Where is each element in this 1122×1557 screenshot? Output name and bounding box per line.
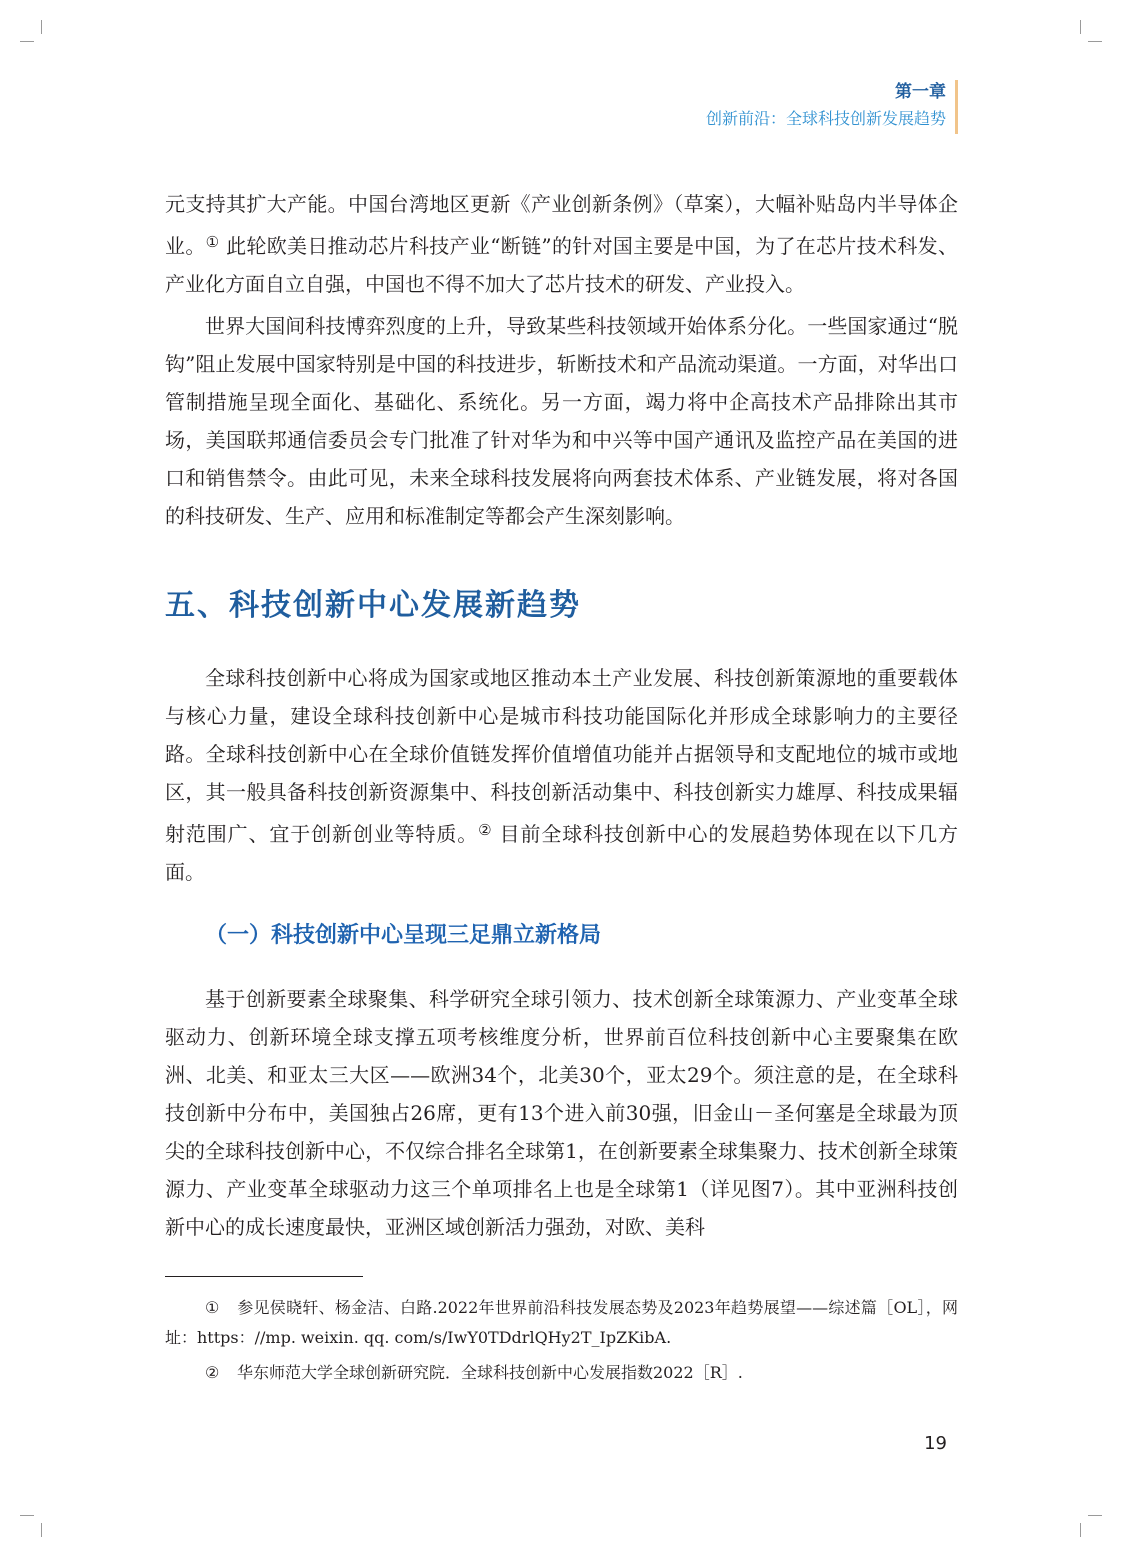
footnote-ref-1[interactable]: ① (205, 233, 220, 251)
crop-mark (1088, 1515, 1102, 1516)
crop-mark (41, 1523, 42, 1537)
subsection-heading: （一）科技创新中心呈现三足鼎立新格局 (205, 923, 602, 948)
footnote-divider (165, 1276, 363, 1277)
footnote-text: 华东师范大学全球创新研究院．全球科技创新中心发展指数2022［R］. (237, 1363, 743, 1382)
paragraph: 世界大国间科技博弈烈度的上升，导致某些科技领域开始体系分化。一些国家通过“脱钩”阻止发展中国家特别是中国的科技进步，斩断技术和产品流动渠道。一方面，对华出口管制措施呈现全面化、基础化、系统化。另一方面，竭力将中企高技术产品排除出其市场，美国联邦通信委员会专门批准了针对华为和中兴等中国产通讯及监控产品在美国的进口和销售禁令。由此可见，未来全球科技发展将向两套技术体系、产业链发展，将对各国的科技研发、生产、应用和标准制定等都会产生深刻影响。 (165, 314, 958, 528)
paragraph (165, 659, 958, 891)
crop-mark (1080, 1523, 1081, 1537)
footnote-ref-2[interactable]: ② (478, 821, 493, 839)
section-heading: 五、科技创新中心发展新趋势 (165, 588, 581, 623)
running-head (706, 80, 946, 132)
footnote-2 (165, 1358, 958, 1388)
chapter-title: 创新前沿：全球科技创新发展趋势 (705, 109, 946, 128)
crop-mark (41, 20, 42, 34)
paragraph-text: 目前全球科技创新中心的发展趋势体现在以下几方面。 (165, 822, 959, 884)
crop-mark (1080, 20, 1081, 34)
footnote-text: 参见侯晓轩、杨金洁、白路.2022年世界前沿科技发展态势及2023年趋势展望——综述篇［OL］，网址：https：//mp. weixin. qq. com/s/IwY0TDdrlQHy2T_IpZKibA. (165, 1298, 958, 1347)
crop-mark (20, 1515, 34, 1516)
paragraph: 基于创新要素全球聚集、科学研究全球引领力、技术创新全球策源力、产业变革全球驱动力、创新环境全球支撑五项考核维度分析，世界前百位科技创新中心主要聚集在欧洲、北美、和亚太三大区——欧洲34个，北美30个，亚太29个。须注意的是，在全球科技创新中分布中，美国独占26席，更有13个进入前30强，旧金山－圣何塞是全球最为顶尖的全球科技创新中心，不仅综合排名全球第1，在创新要素全球集聚力、技术创新全球策源力、产业变革全球驱动力这三个单项排名上也是全球第1（详见图7）。其中亚洲科技创新中心的成长速度最快，亚洲区域创新活力强劲，对欧、美科 (165, 987, 958, 1239)
chapter-label: 第一章 (895, 82, 946, 102)
footnote-mark: ② (205, 1363, 220, 1382)
page-number: 19 (924, 1433, 947, 1454)
paragraph-continuation (165, 185, 958, 303)
footnote-1 (165, 1293, 958, 1353)
crop-mark (1088, 41, 1102, 42)
running-head-accent-bar (955, 80, 958, 134)
footnote-mark: ① (205, 1298, 220, 1317)
paragraph-text: 元支持其扩大产能。中国台湾地区更新《产业创新条例》（草案），大幅补贴岛内半导体企业。 (165, 192, 958, 258)
paragraph-text: 全球科技创新中心将成为国家或地区推动本土产业发展、科技创新策源地的重要载体与核心力量，建设全球科技创新中心是城市科技功能国际化并形成全球影响力的主要径路。全球科技创新中心在全球价值链发挥价值增值功能并占据领导和支配地位的城市或地区，其一般具备科技创新资源集中、科技创新活动集中、科技创新实力雄厚、科技成果辐射范围广、宜于创新创业等特质。 (165, 666, 958, 846)
crop-mark (20, 41, 34, 42)
paragraph-text: 此轮欧美日推动芯片科技产业“断链”的针对国主要是中国，为了在芯片技术科发、产业化方面自立自强，中国也不得不加大了芯片技术的研发、产业投入。 (165, 234, 958, 296)
